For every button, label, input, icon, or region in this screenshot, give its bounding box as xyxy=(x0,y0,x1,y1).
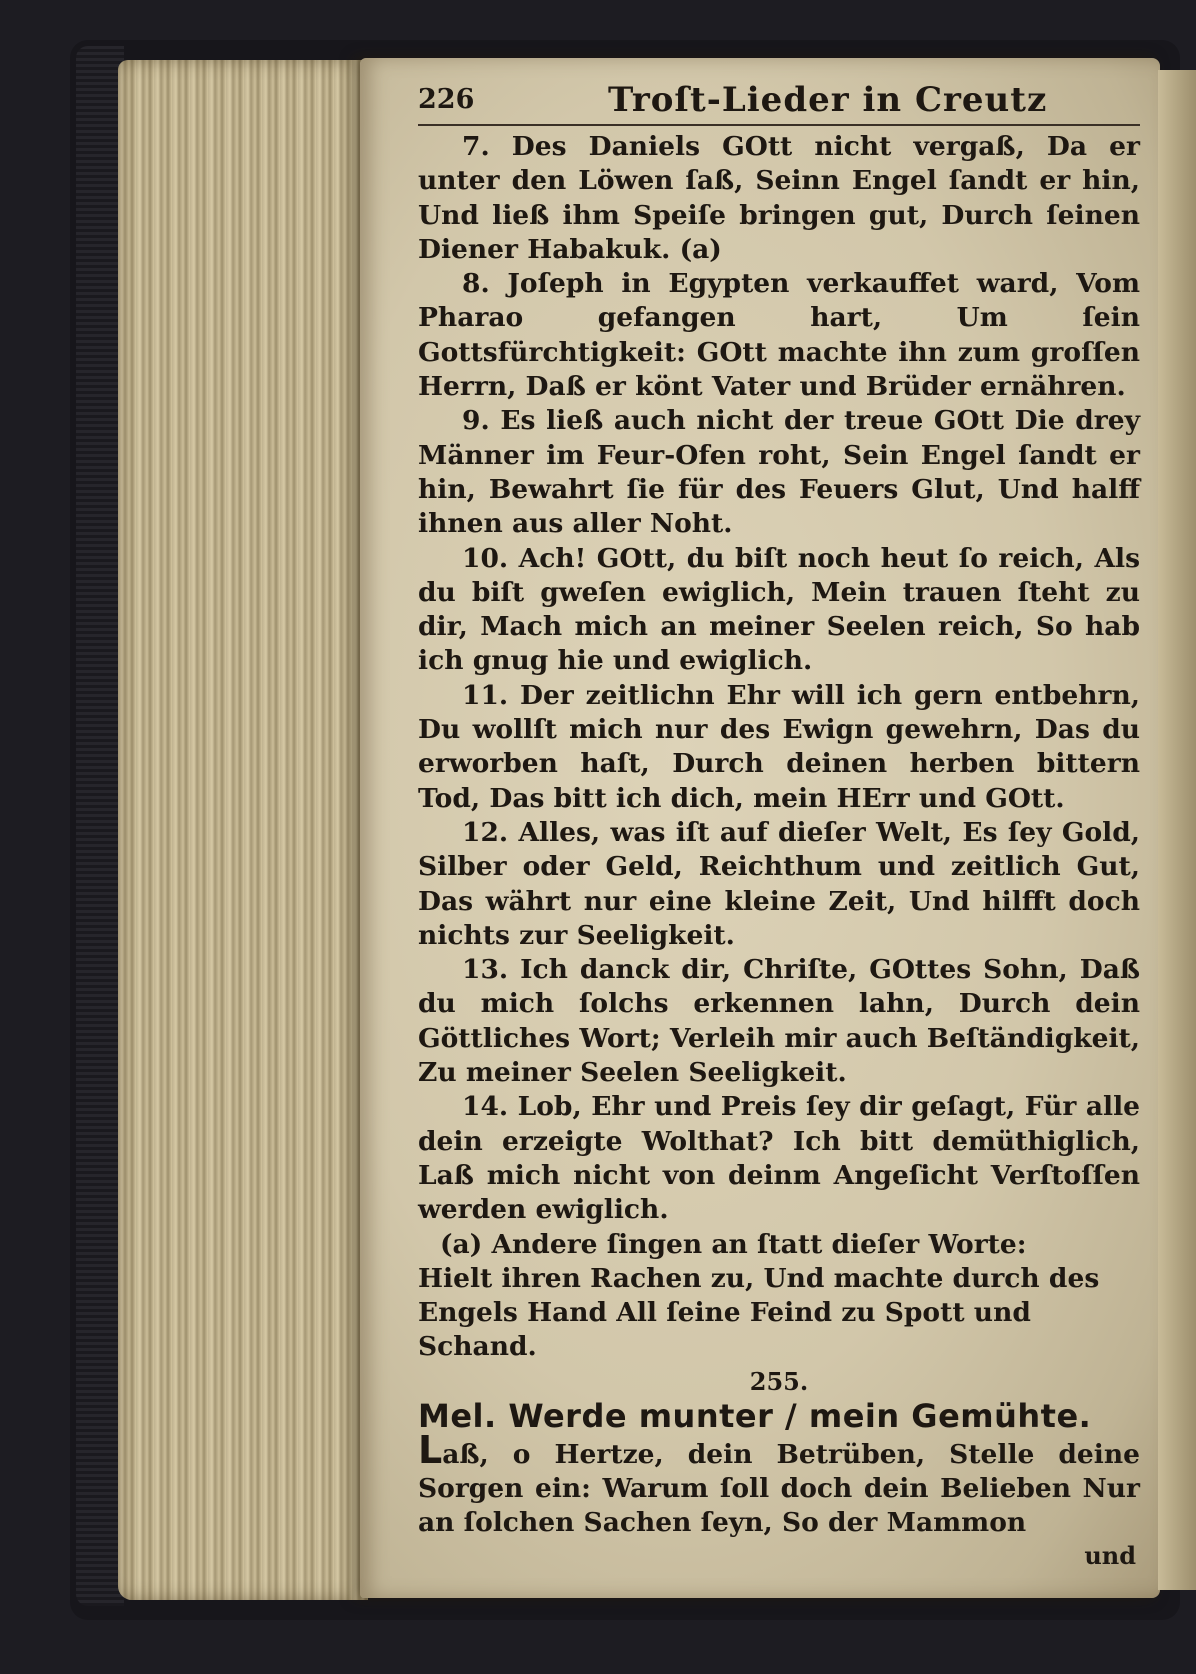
catchword: und xyxy=(1084,1540,1136,1570)
facing-page-edge xyxy=(1158,70,1196,1590)
verse-14: 14. Lob, Ehr und Preis ſey dir geſagt, Für alle dein erzeigte Wolthat? Ich bitt demüthiglich, Laß mich nicht von deinm Angeſicht Verſtoſſen werden ewiglich. xyxy=(418,1091,1140,1226)
verse-11: 11. Der zeitlichn Ehr will ich gern entbehrn, Du wollſt mich nur des Ewign gewehrn, Das du erworben haſt, Durch deinen herben bittern Tod, Das bitt ich dich, mein HErr und GOtt. xyxy=(418,679,1140,814)
book-spine-edge xyxy=(76,46,124,1606)
footnote-intro: (a) Andere ſingen an ſtatt dieſer Worte: xyxy=(440,1228,1027,1260)
page-content xyxy=(418,78,1140,1618)
initial-letter: L xyxy=(418,1427,443,1472)
hymn-first-verse-text: aß, o Hertze, dein Betrüben, Stelle deine Sorgen ein: Warum ſoll doch dein Belieben Nur an ſolchen Sachen ſeyn, So der Mammon xyxy=(418,1438,1140,1539)
hymn-first-verse xyxy=(418,1427,1140,1541)
page-stack-edges xyxy=(118,60,368,1600)
melody-heading: Mel. Werde munter / mein Gemühte. xyxy=(418,1396,1092,1435)
verse-13: 13. Ich danck dir, Chriſte, GOttes Sohn, Daß du mich ſolchs erkennen lahn, Durch dein Göttliches Wort; Verleih mir auch Beſtändigkeit, Zu meiner Seelen Seeligkeit. xyxy=(418,954,1140,1089)
running-title: Troſt-Lieder in Creutz xyxy=(608,80,1048,120)
footnote-text: Hielt ihren Rachen zu, Und machte durch des Engels Hand All ſeine Feind zu Spott und Schand. xyxy=(418,1262,1100,1363)
verse-9: 9. Es ließ auch nicht der treue GOtt Die drey Männer im Feur-Ofen roht, Sein Engel ſandt er hin, Bewahrt ſie für des Feuers Glut, Und halff ihnen aus aller Noht. xyxy=(418,405,1140,540)
page-header xyxy=(418,78,1140,126)
verse-12: 12. Alles, was iſt auf dieſer Welt, Es ſey Gold, Silber oder Geld, Reichthum und zeitlich Gut, Das währt nur eine kleine Zeit, Und hilfft doch nichts zur Seeligkeit. xyxy=(418,816,1140,951)
verse-10: 10. Ach! GOtt, du biſt noch heut ſo reich, Als du biſt gweſen ewiglich, Mein trauen ſteht zu dir, Mach mich an meiner Seelen reich, So hab ich gnug hie und ewiglich. xyxy=(418,542,1140,677)
verse-7: 7. Des Daniels GOtt nicht vergaß, Da er unter den Löwen ſaß, Seinn Engel ſandt er hin, Und ließ ihm Speiſe bringen gut, Durch ſeinen Diener Habakuk. (a) xyxy=(418,131,1140,265)
verse-8: 8. Joſeph in Egypten verkauffet ward, Vom Pharao gefangen hart, Um ſein Gottsfürchtigkeit: GOtt machte ihn zum groſſen Herrn, Daß er könt Vater und Brüder ernähren. xyxy=(418,268,1140,403)
hymn-number: 255. xyxy=(749,1366,809,1396)
page-number: 226 xyxy=(418,84,475,115)
